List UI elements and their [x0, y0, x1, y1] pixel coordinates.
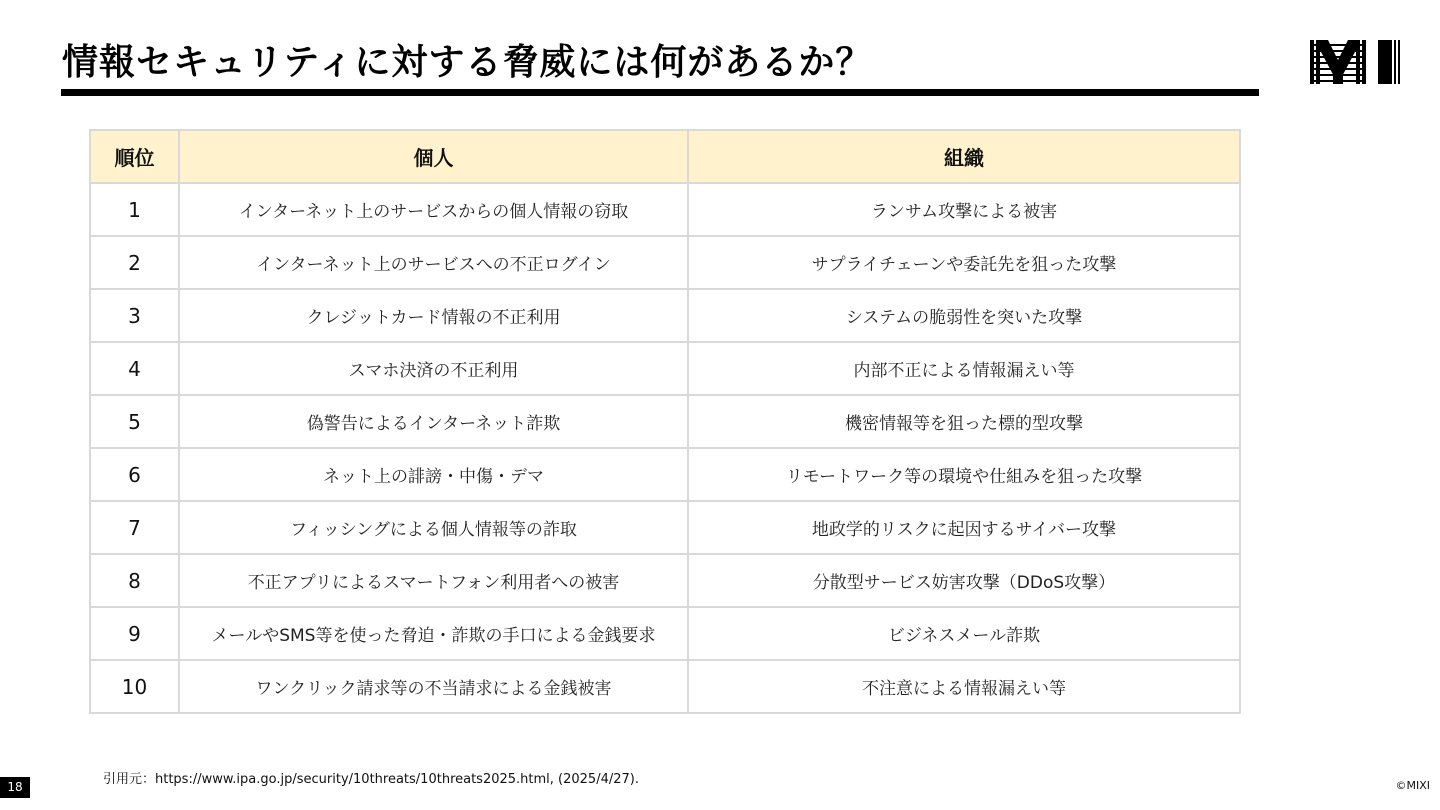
citation-text: 引用元：https://www.ipa.go.jp/security/10threats/10threats2025.html, (2025/4/27).: [103, 772, 639, 787]
header-organization: 組織: [688, 130, 1240, 183]
rank-cell: 9: [90, 607, 179, 660]
table-header-row: [90, 130, 1240, 183]
header-rank: 順位: [90, 130, 179, 183]
organization-threat-cell: ランサム攻撃による被害: [688, 183, 1240, 236]
table-row: [90, 236, 1240, 289]
mixi-logo: [1310, 40, 1402, 84]
rank-cell: 10: [90, 660, 179, 713]
copyright-text: ©MIXI: [1395, 779, 1430, 792]
table-row: [90, 395, 1240, 448]
personal-threat-cell: インターネット上のサービスからの個人情報の窃取: [179, 183, 688, 236]
mixi-logo-icon: [1310, 40, 1402, 84]
organization-threat-cell: システムの脆弱性を突いた攻撃: [688, 289, 1240, 342]
table-row: [90, 342, 1240, 395]
organization-threat-cell: 分散型サービス妨害攻撃（DDoS攻撃）: [688, 554, 1240, 607]
personal-threat-cell: インターネット上のサービスへの不正ログイン: [179, 236, 688, 289]
rank-cell: 7: [90, 501, 179, 554]
organization-threat-cell: 地政学的リスクに起因するサイバー攻撃: [688, 501, 1240, 554]
threat-ranking-table: [89, 129, 1241, 714]
page-title: 情報セキュリティに対する脅威には何があるか？: [62, 42, 873, 83]
personal-threat-cell: ネット上の誹謗・中傷・デマ: [179, 448, 688, 501]
rank-cell: 6: [90, 448, 179, 501]
header-personal: 個人: [179, 130, 688, 183]
organization-threat-cell: リモートワーク等の環境や仕組みを狙った攻撃: [688, 448, 1240, 501]
rank-cell: 2: [90, 236, 179, 289]
personal-threat-cell: 不正アプリによるスマートフォン利用者への被害: [179, 554, 688, 607]
rank-cell: 3: [90, 289, 179, 342]
table-row: [90, 289, 1240, 342]
table-row: [90, 607, 1240, 660]
personal-threat-cell: クレジットカード情報の不正利用: [179, 289, 688, 342]
personal-threat-cell: スマホ決済の不正利用: [179, 342, 688, 395]
table-row: [90, 554, 1240, 607]
rank-cell: 1: [90, 183, 179, 236]
personal-threat-cell: フィッシングによる個人情報等の詐取: [179, 501, 688, 554]
organization-threat-cell: サプライチェーンや委託先を狙った攻撃: [688, 236, 1240, 289]
page-number: 18: [0, 777, 30, 798]
organization-threat-cell: ビジネスメール詐欺: [688, 607, 1240, 660]
rank-cell: 5: [90, 395, 179, 448]
table-row: [90, 660, 1240, 713]
table-row: [90, 501, 1240, 554]
personal-threat-cell: 偽警告によるインターネット詐欺: [179, 395, 688, 448]
organization-threat-cell: 不注意による情報漏えい等: [688, 660, 1240, 713]
organization-threat-cell: 機密情報等を狙った標的型攻撃: [688, 395, 1240, 448]
table-row: [90, 183, 1240, 236]
table-row: [90, 448, 1240, 501]
title-underline: [61, 89, 1259, 96]
rank-cell: 4: [90, 342, 179, 395]
rank-cell: 8: [90, 554, 179, 607]
organization-threat-cell: 内部不正による情報漏えい等: [688, 342, 1240, 395]
personal-threat-cell: ワンクリック請求等の不当請求による金銭被害: [179, 660, 688, 713]
personal-threat-cell: メールやSMS等を使った脅迫・詐欺の手口による金銭要求: [179, 607, 688, 660]
